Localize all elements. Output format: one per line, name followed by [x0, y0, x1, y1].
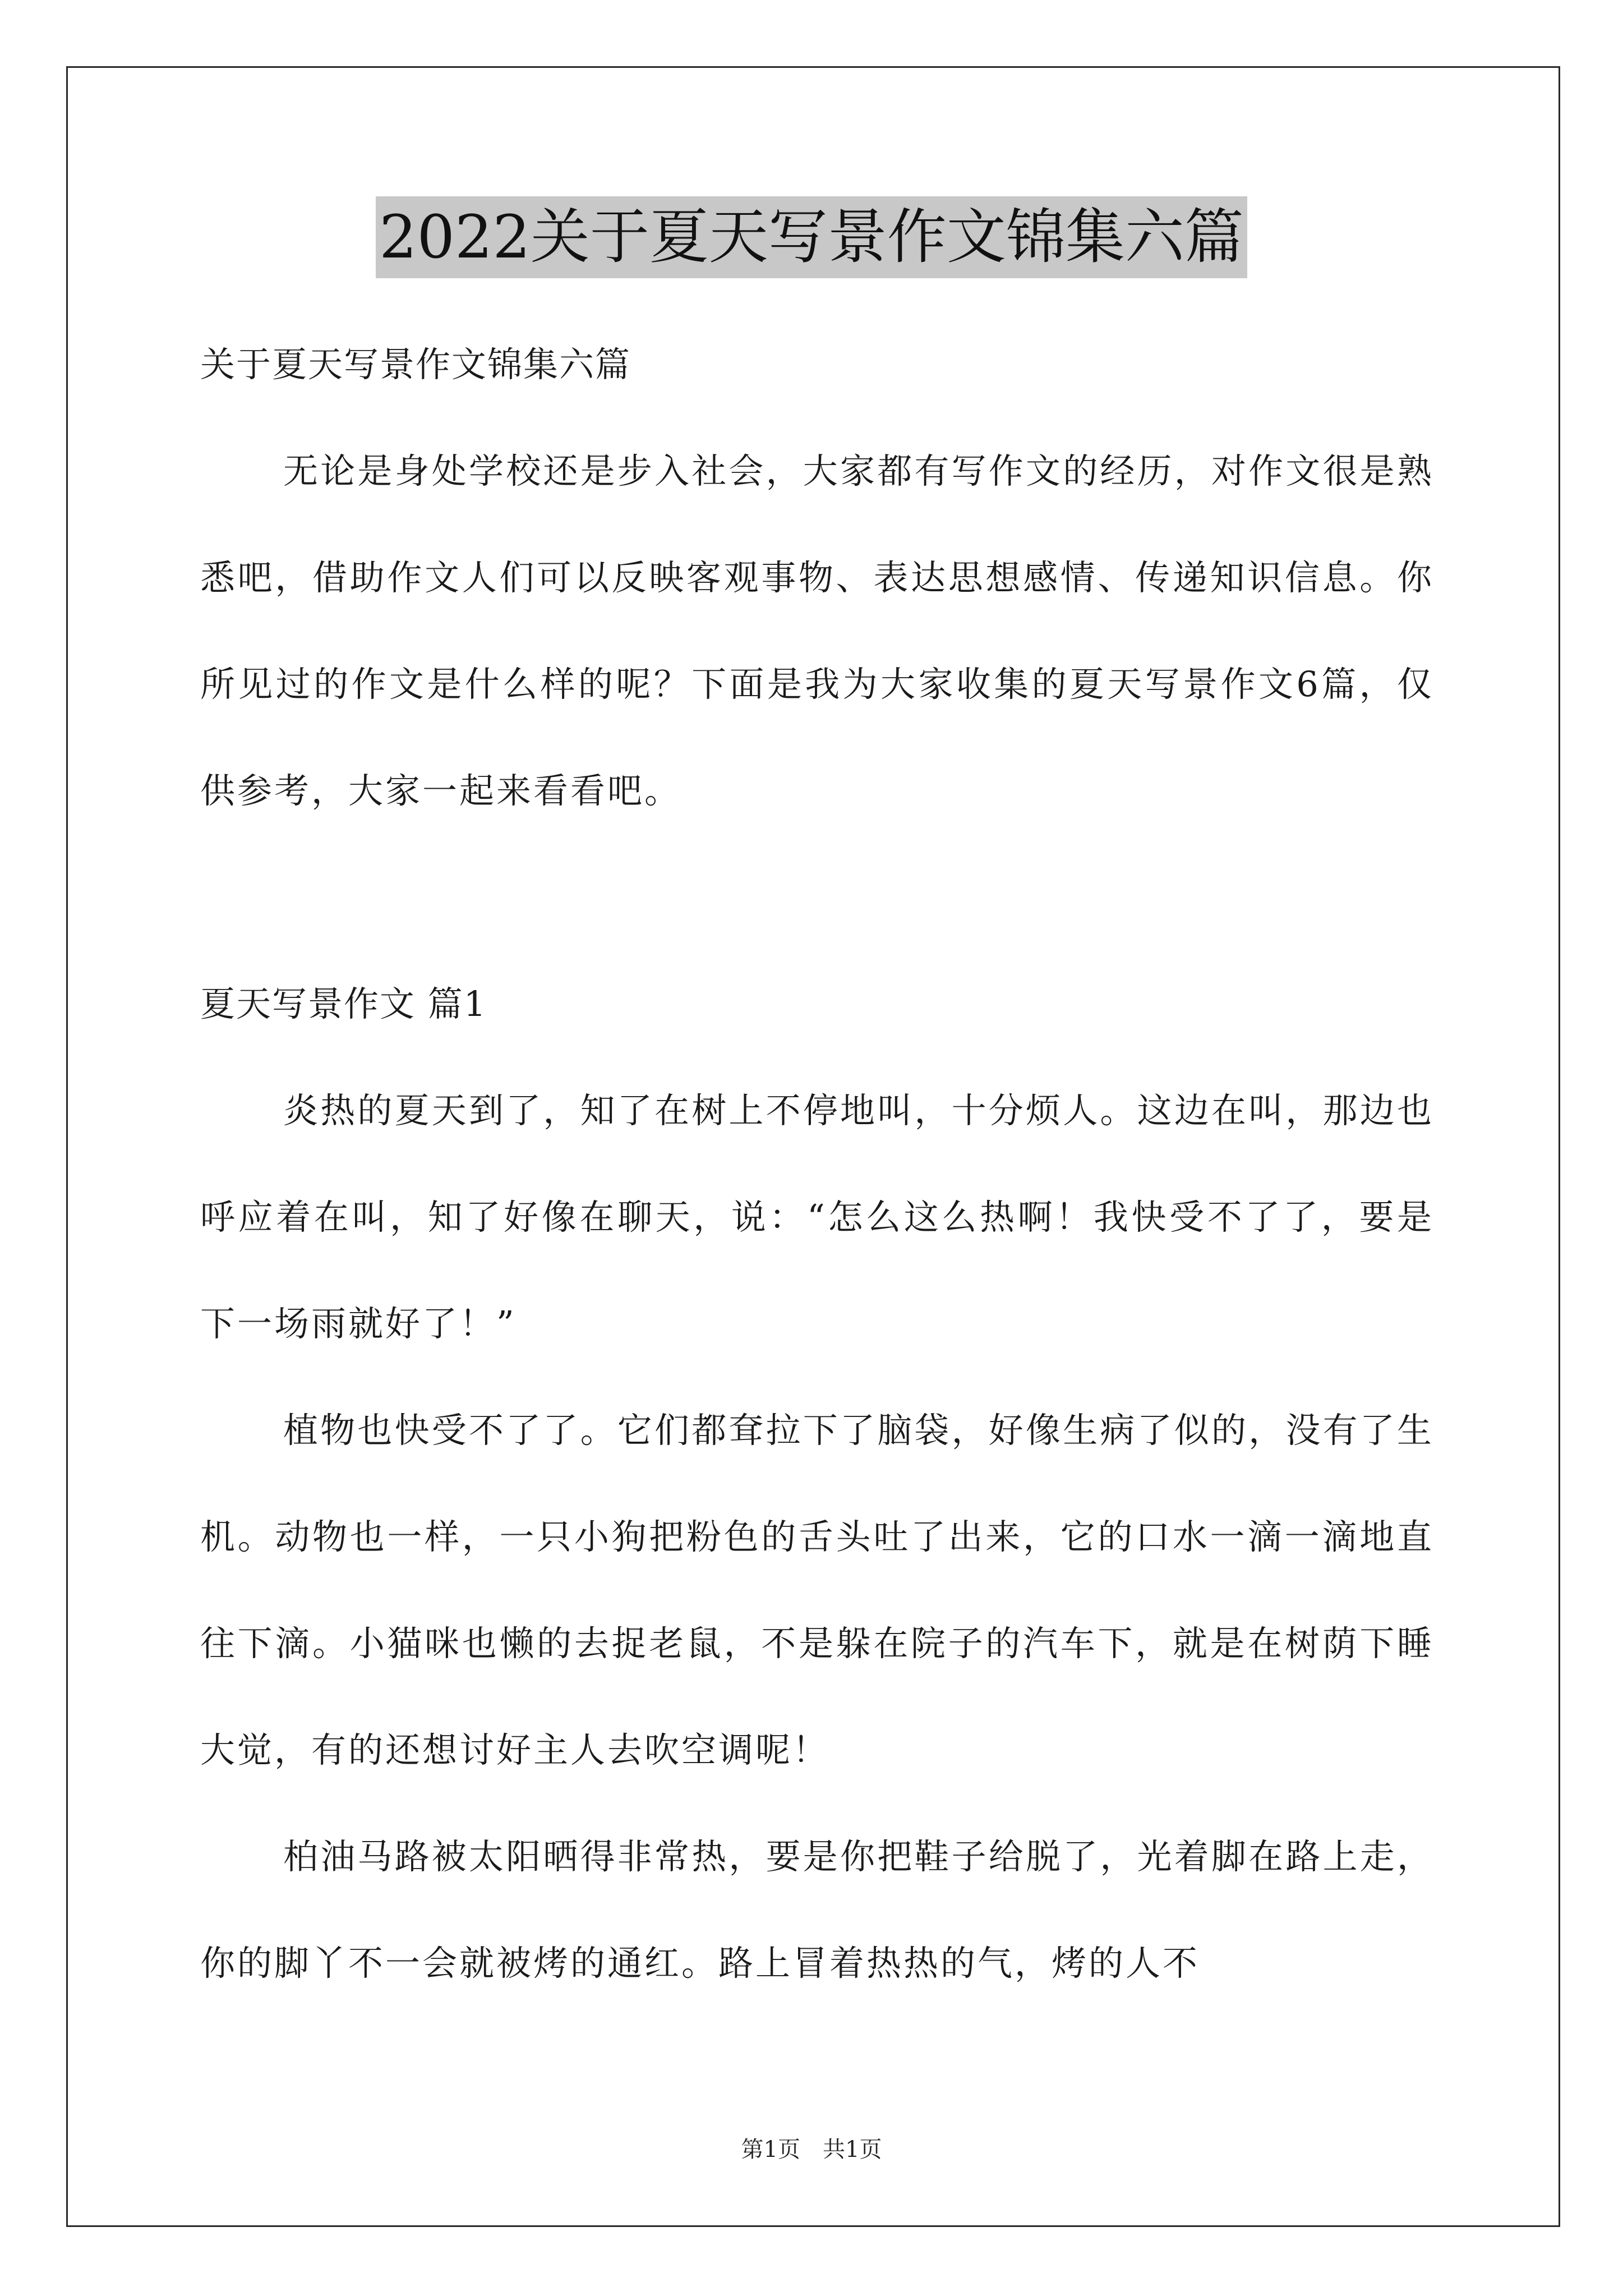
section-heading: 夏天写景作文 篇1	[200, 983, 487, 1024]
body-paragraph: 植物也快受不了了。它们都耷拉下了脑袋，好像生病了似的，没有了生机。动物也一样，一只小狗把粉色的舌头吐了出来，它的口水一滴一滴地直往下滴。小猫咪也懒的去捉老鼠，不是躲在院子的汽车下，就是在树荫下睡大觉，有的还想讨好主人去吹空调呢！	[200, 1410, 1434, 1770]
body-paragraph: 柏油马路被太阳晒得非常热，要是你把鞋子给脱了，光着脚在路上走，你的脚丫不一会就被烤的通红。路上冒着热热的气，烤的人不	[200, 1836, 1434, 1984]
document-title: 2022关于夏天写景作文锦集六篇	[376, 196, 1247, 278]
body-paragraph: 炎热的夏天到了，知了在树上不停地叫，十分烦人。这边在叫，那边也呼应着在叫，知了好像在聊天，说：“怎么这么热啊！我快受不了了，要是下一场雨就好了！”	[200, 1090, 1434, 1344]
page-footer: 第1页 共1页	[741, 2137, 882, 2162]
section-gap	[200, 844, 1434, 951]
title-container	[0, 196, 1623, 278]
document-body	[200, 311, 1434, 2017]
intro-paragraph: 无论是身处学校还是步入社会，大家都有写作文的经历，对作文很是熟悉吧，借助作文人们可以反映客观事物、表达思想感情、传递知识信息。你所见过的作文是什么样的呢？下面是我为大家收集的夏天写景作文6篇，仅供参考，大家一起来看看吧。	[200, 450, 1434, 811]
document-subtitle: 关于夏天写景作文锦集六篇	[200, 344, 631, 385]
